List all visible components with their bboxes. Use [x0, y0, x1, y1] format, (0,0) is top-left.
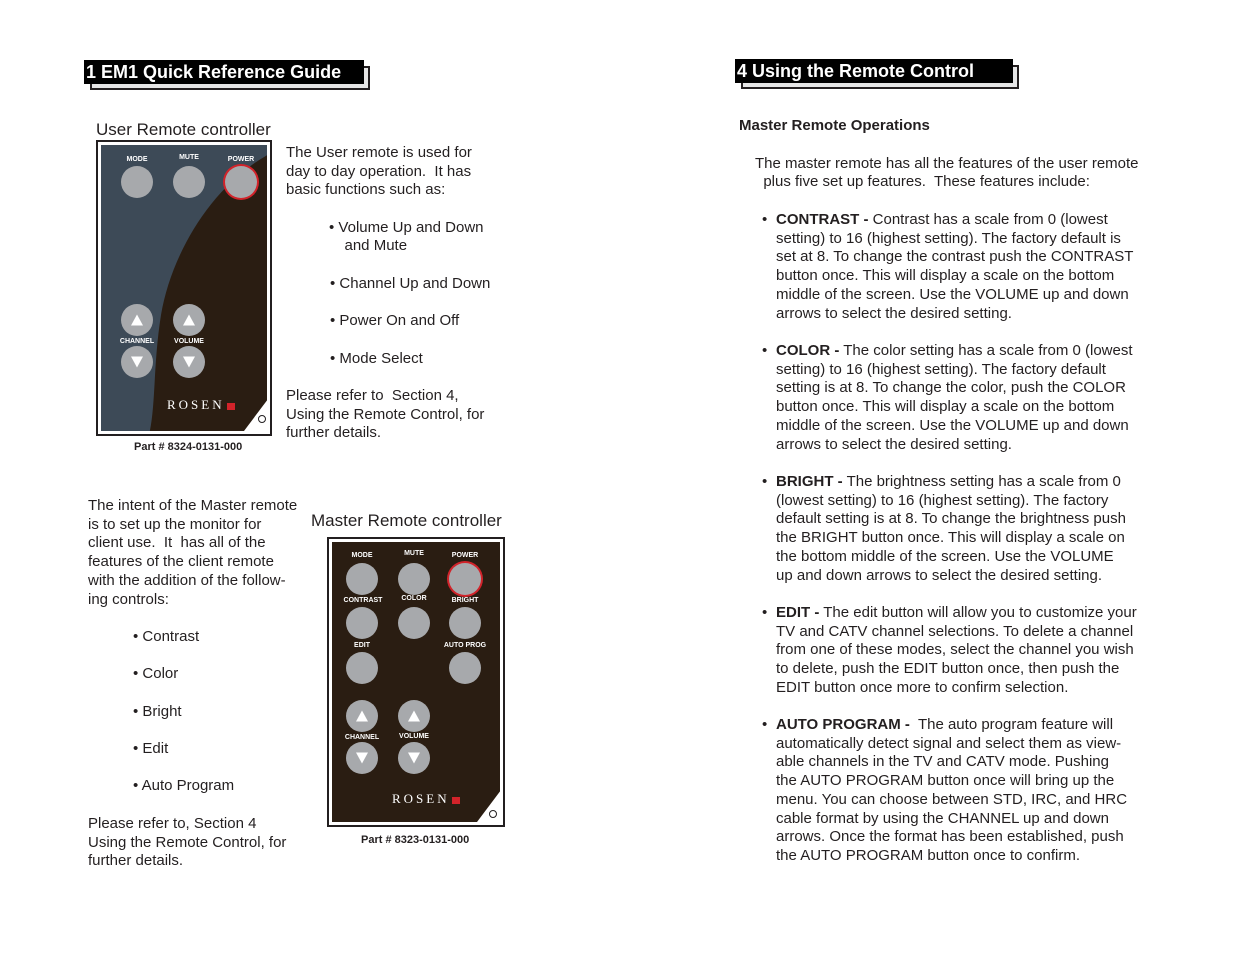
master-intro-line-1: The intent of the Master remote — [88, 497, 298, 514]
master-refer-line-3: further details. — [88, 852, 184, 869]
bright-line-3: default setting is at 8. To change the brightness push — [776, 510, 1126, 528]
volume-up-button — [173, 304, 205, 336]
contrast-line-3: set at 8. To change the contrast push the CONTRAST — [776, 248, 1134, 266]
channel-down-button — [121, 346, 153, 378]
right-section-title: 4 Using the Remote Control — [735, 59, 1013, 83]
edit-button — [346, 652, 378, 684]
user-bullet-mode: • Mode Select — [330, 350, 423, 367]
mode-label: MODE — [351, 552, 373, 559]
user-bullet-power: • Power On and Off — [330, 312, 460, 329]
bright-line-5: the bottom middle of the screen. Use the VOLUME — [776, 547, 1114, 565]
auto-prog-label: AUTO PROG — [443, 642, 487, 649]
down-arrow-icon — [356, 753, 368, 764]
left-section-title: 1 EM1 Quick Reference Guide — [84, 60, 364, 84]
master-bullet-auto-program: • Auto Program — [133, 777, 235, 794]
bullet-icon: • — [762, 604, 768, 621]
channel-label: CHANNEL — [344, 734, 380, 741]
channel-label: CHANNEL — [119, 338, 155, 345]
master-bullet-contrast: • Contrast — [133, 628, 200, 645]
edit-line-4: to delete, push the EDIT button once, then push the — [776, 660, 1120, 678]
auto-program-line-7: arrows. Once the format has been established, push — [776, 828, 1124, 846]
user-refer-line-1: Please refer to Section 4, — [286, 387, 459, 404]
contrast-line-4: button once. This will display a scale on the bottom — [776, 267, 1115, 285]
volume-label: VOLUME — [174, 338, 204, 345]
left-section-header — [84, 60, 364, 84]
volume-label: VOLUME — [399, 733, 429, 740]
down-arrow-icon — [408, 753, 420, 764]
master-intro-line-4: features of the client remote — [88, 553, 274, 570]
color-item — [762, 342, 1176, 454]
mode-label: MODE — [126, 156, 148, 163]
volume-down-button — [173, 346, 205, 378]
color-label: COLOR — [401, 595, 427, 602]
contrast-line-6: arrows to select the desired setting. — [776, 304, 1012, 322]
contrast-term: CONTRAST - — [776, 211, 869, 228]
master-remote-caption: Master Remote controller — [311, 511, 502, 530]
master-remote-part-number: Part # 8323-0131-000 — [361, 834, 470, 846]
color-term: COLOR - — [776, 342, 840, 359]
up-arrow-icon — [408, 711, 420, 722]
indicator-ring-icon — [258, 415, 266, 423]
mute-button — [398, 563, 430, 595]
user-bullet-volume: • Volume Up and Down — [329, 219, 484, 236]
auto-program-line-2: automatically detect signal and select them as view- — [776, 734, 1122, 752]
mute-label: MUTE — [404, 550, 424, 557]
auto-program-line-1: The auto program feature will — [909, 716, 1114, 733]
bright-term: BRIGHT - — [776, 473, 843, 490]
up-arrow-icon — [131, 315, 143, 326]
auto-program-line-4: the AUTO PROGRAM button once will bring up the — [776, 772, 1115, 790]
indicator-ring-icon — [489, 810, 497, 818]
right-intro-line-2: plus five set up features. These features include: — [755, 173, 1090, 190]
color-button — [398, 607, 430, 639]
rosen-logo: ROSEN — [392, 791, 460, 807]
auto-program-line-6: cable format by using the CHANNEL up and down — [776, 809, 1109, 827]
contrast-line-1: Contrast has a scale from 0 (lowest — [868, 211, 1108, 228]
color-line-1: The color setting has a scale from 0 (lowest — [839, 342, 1133, 359]
color-line-5: middle of the screen. Use the VOLUME up and down — [776, 416, 1129, 434]
bright-line-2: (lowest setting) to 16 (highest setting). The factory — [776, 491, 1109, 509]
master-intro-line-5: with the addition of the follow- — [88, 572, 286, 589]
right-intro-line-1: The master remote has all the features of the user remote — [755, 155, 1139, 172]
bullet-icon: • — [762, 473, 768, 490]
bullet-icon: • — [762, 342, 768, 359]
auto-program-line-3: able channels in the TV and CATV mode. Pushing — [776, 753, 1109, 771]
edit-line-5: EDIT button once more to confirm selection. — [776, 678, 1069, 696]
auto-program-term: AUTO PROGRAM - — [776, 716, 910, 733]
master-bullet-color: • Color — [133, 665, 179, 682]
mute-button — [173, 166, 205, 198]
edit-line-3: from one of these modes, select the channel you wish — [776, 641, 1134, 659]
rosen-logo: ROSEN — [167, 397, 235, 413]
master-refer-line-1: Please refer to, Section 4 — [88, 815, 257, 832]
contrast-line-2: setting) to 16 (highest setting). The factory default is — [776, 229, 1121, 247]
edit-item — [762, 604, 1176, 698]
bullet-icon: • — [762, 211, 768, 228]
edit-line-2: TV and CATV channel selections. To delete a channel — [776, 622, 1134, 640]
auto-program-line-5: menu. You can choose between STD, IRC, and HRC — [776, 790, 1128, 808]
edit-label: EDIT — [354, 642, 370, 649]
user-remote-part-number: Part # 8324-0131-000 — [134, 441, 243, 453]
user-bullet-channel: • Channel Up and Down — [330, 275, 491, 292]
master-intro-line-2: is to set up the monitor for — [88, 516, 262, 533]
user-intro-line-3: basic functions such as: — [286, 181, 446, 198]
up-arrow-icon — [183, 315, 195, 326]
master-remote-image — [327, 537, 505, 827]
up-arrow-icon — [356, 711, 368, 722]
auto-program-item — [762, 716, 1176, 866]
user-refer-line-3: further details. — [286, 424, 382, 441]
bright-line-4: the BRIGHT button once. This will display a scale on — [776, 529, 1125, 547]
master-intro-line-6: ing controls: — [88, 591, 169, 608]
channel-up-button — [346, 700, 378, 732]
master-bullet-bright: • Bright — [133, 703, 182, 720]
mute-label: MUTE — [179, 154, 199, 161]
color-line-6: arrows to select the desired setting. — [776, 435, 1012, 453]
bright-button — [449, 607, 481, 639]
down-arrow-icon — [131, 357, 143, 368]
color-line-3: setting is at 8. To change the color, push the COLOR — [776, 379, 1126, 397]
channel-up-button — [121, 304, 153, 336]
master-intro-line-3: client use. It has all of the — [88, 534, 266, 551]
master-bullet-edit: • Edit — [133, 740, 169, 757]
color-line-4: button once. This will display a scale on the bottom — [776, 398, 1115, 416]
contrast-button — [346, 607, 378, 639]
mode-button — [346, 563, 378, 595]
bullet-icon: • — [762, 716, 768, 733]
contrast-item — [762, 211, 1176, 323]
auto-prog-button — [449, 652, 481, 684]
master-operations-heading: Master Remote Operations — [739, 117, 930, 134]
bright-line-6: up and down arrows to select the desired setting. — [776, 566, 1103, 584]
power-button — [225, 166, 257, 198]
volume-up-button — [398, 700, 430, 732]
down-arrow-icon — [183, 357, 195, 368]
user-remote-image — [96, 140, 272, 436]
power-button — [449, 563, 481, 595]
contrast-label: CONTRAST — [343, 597, 383, 604]
user-intro-line-2: day to day operation. It has — [286, 163, 472, 180]
user-intro-line-1: The User remote is used for — [286, 144, 472, 161]
channel-down-button — [346, 742, 378, 774]
user-remote-caption: User Remote controller — [96, 120, 271, 139]
contrast-line-5: middle of the screen. Use the VOLUME up and down — [776, 285, 1129, 303]
user-bullet-volume-cont: and Mute — [332, 237, 408, 254]
right-section-header — [735, 59, 1013, 83]
edit-line-1: The edit button will allow you to customize your — [819, 604, 1137, 621]
edit-term: EDIT - — [776, 604, 820, 621]
master-refer-line-2: Using the Remote Control, for — [88, 834, 287, 851]
auto-program-line-8: the AUTO PROGRAM button once to confirm. — [776, 846, 1081, 864]
power-label: POWER — [227, 156, 255, 163]
bright-item — [762, 473, 1176, 585]
bright-line-1: The brightness setting has a scale from 0 — [842, 473, 1121, 490]
mode-button — [121, 166, 153, 198]
volume-down-button — [398, 742, 430, 774]
bright-label: BRIGHT — [451, 597, 479, 604]
user-refer-line-2: Using the Remote Control, for — [286, 406, 485, 423]
color-line-2: setting) to 16 (highest setting). The factory default — [776, 360, 1106, 378]
power-label: POWER — [451, 552, 479, 559]
